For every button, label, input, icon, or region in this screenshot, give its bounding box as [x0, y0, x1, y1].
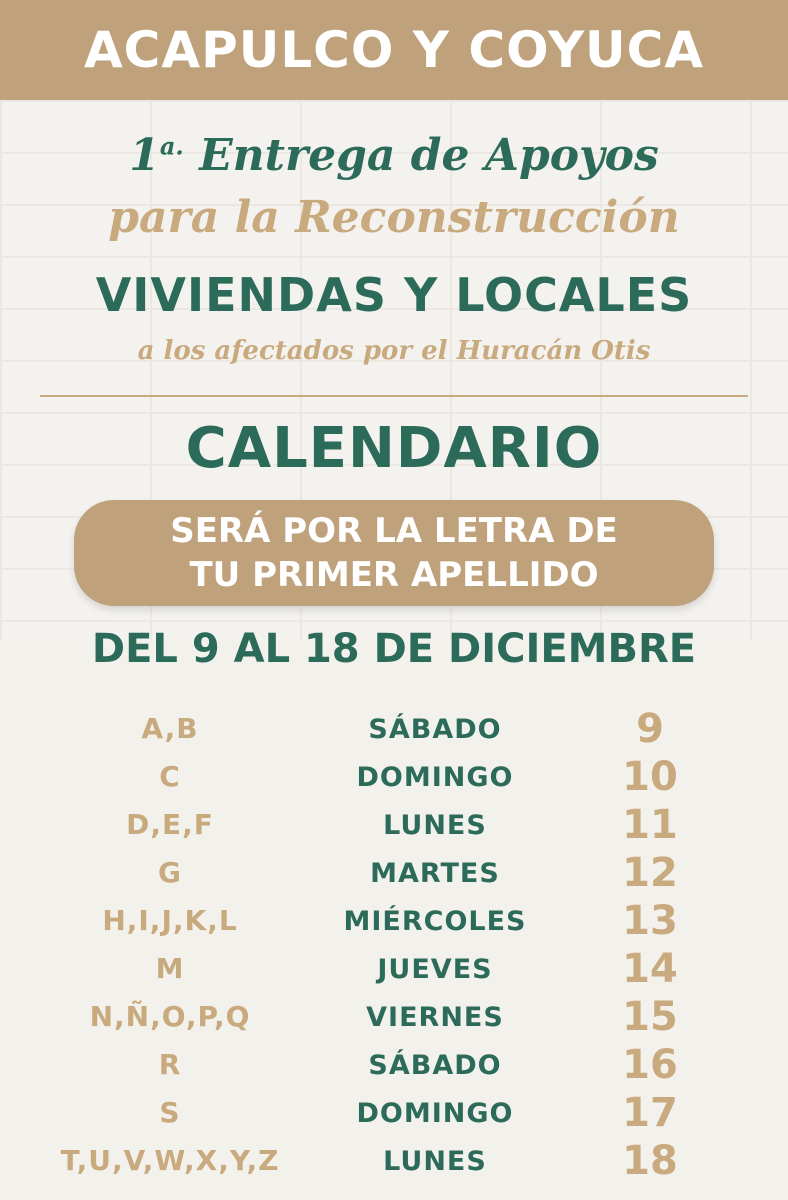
schedule-letters: S: [159, 1096, 181, 1129]
schedule-date: 17: [622, 1090, 678, 1136]
schedule-table: [0, 708, 788, 1188]
schedule-day: JUEVES: [377, 954, 493, 985]
schedule-letters: T,U,V,W,X,Y,Z: [60, 1144, 280, 1177]
schedule-row: [0, 708, 788, 756]
schedule-date: 16: [622, 1042, 678, 1088]
headline-viviendas: VIVIENDAS Y LOCALES: [95, 268, 693, 322]
schedule-day: VIERNES: [366, 1002, 504, 1033]
schedule-day: DOMINGO: [356, 762, 514, 793]
schedule-letters: D,E,F: [126, 808, 214, 841]
schedule-row: [0, 852, 788, 900]
schedule-day: MARTES: [370, 858, 500, 889]
headline-reconstruccion: para la Reconstrucción: [108, 192, 680, 243]
schedule-day: SÁBADO: [368, 1050, 502, 1081]
schedule-row: [0, 756, 788, 804]
schedule-row: [0, 1092, 788, 1140]
schedule-letters: R: [158, 1048, 182, 1081]
headline-entrega-text: Entrega de Apoyos: [183, 130, 659, 181]
pill-line-1: SERÁ POR LA LETRA DE: [170, 511, 618, 551]
schedule-letters: C: [159, 760, 181, 793]
schedule-day: MIÉRCOLES: [343, 906, 527, 937]
headline-entrega: [0, 130, 788, 181]
schedule-date: 9: [636, 706, 664, 752]
schedule-date: 15: [622, 994, 678, 1040]
schedule-date: 14: [622, 946, 678, 992]
headline-ordinal: 1: [129, 130, 160, 181]
banner-title: ACAPULCO Y COYUCA: [83, 21, 705, 79]
headline-ordinal-sup: a.: [159, 131, 184, 161]
schedule-day: LUNES: [383, 1146, 487, 1177]
schedule-date: 11: [622, 802, 678, 848]
schedule-day: DOMINGO: [356, 1098, 514, 1129]
schedule-row: [0, 1044, 788, 1092]
pill-line-2: TU PRIMER APELLIDO: [189, 555, 599, 595]
schedule-date: 12: [622, 850, 678, 896]
divider-line: [40, 395, 748, 397]
schedule-letters: G: [158, 856, 182, 889]
calendar-title: CALENDARIO: [185, 416, 603, 481]
schedule-date: 13: [622, 898, 678, 944]
schedule-letters: N,Ñ,O,P,Q: [89, 1000, 251, 1033]
schedule-date: 10: [622, 754, 678, 800]
schedule-row: [0, 1140, 788, 1188]
schedule-row: [0, 900, 788, 948]
schedule-letters: H,I,J,K,L: [102, 904, 238, 937]
schedule-letters: A,B: [141, 712, 199, 745]
schedule-day: LUNES: [383, 810, 487, 841]
schedule-day: SÁBADO: [368, 714, 502, 745]
date-range: DEL 9 AL 18 DE DICIEMBRE: [91, 626, 697, 672]
schedule-row: [0, 996, 788, 1044]
schedule-letters: M: [155, 952, 185, 985]
schedule-date: 18: [622, 1138, 678, 1184]
schedule-row: [0, 948, 788, 996]
letter-instruction-pill: [74, 500, 714, 606]
schedule-row: [0, 804, 788, 852]
top-banner: [0, 0, 788, 100]
headline-afectados: a los afectados por el Huracán Otis: [137, 336, 651, 366]
